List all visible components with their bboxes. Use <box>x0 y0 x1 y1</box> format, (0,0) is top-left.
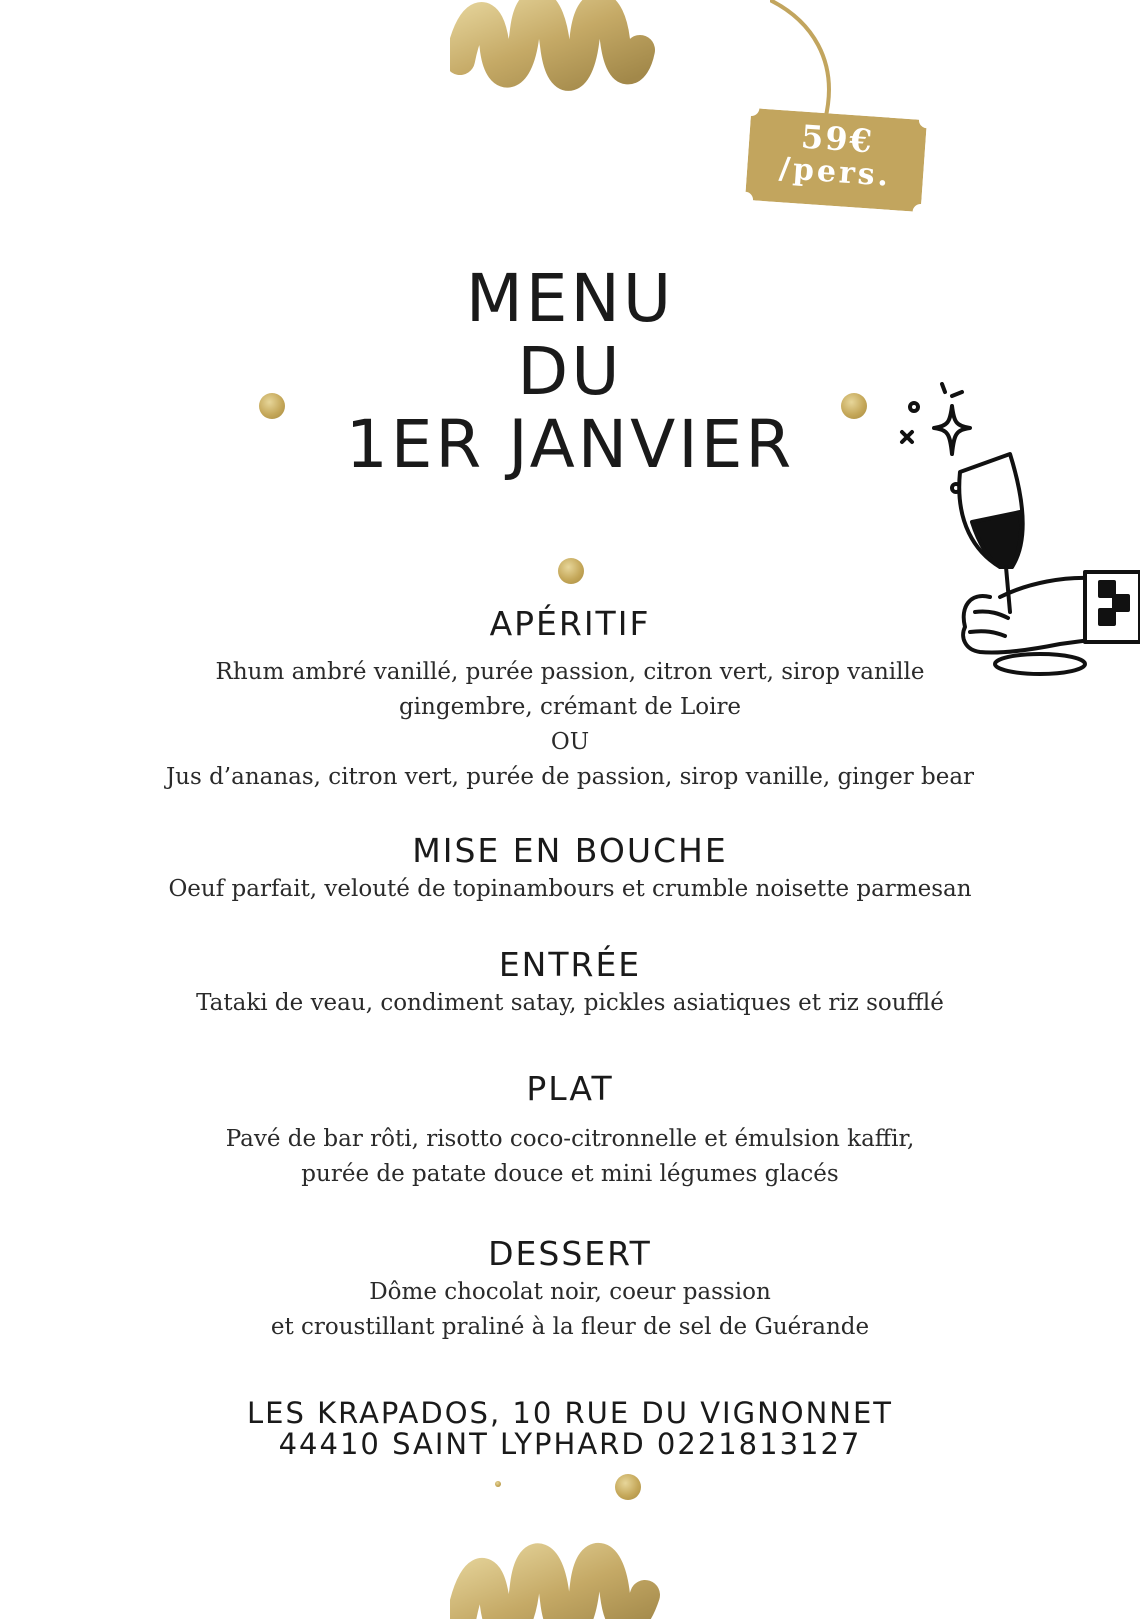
aperitif-line-2: gingembre, crémant de Loire <box>398 694 742 720</box>
section-entree <box>0 944 1140 1021</box>
gold-dot-footer-small <box>495 1481 501 1487</box>
plat-heading: PLAT <box>526 1069 614 1108</box>
gold-dot-footer <box>615 1474 641 1500</box>
address-line-1: LES KRAPADOS, 10 RUE DU VIGNONNET <box>246 1396 894 1430</box>
dessert-line-1: Dôme chocolat noir, coeur passion <box>369 1279 771 1305</box>
section-mise-en-bouche <box>0 830 1140 907</box>
sparkle-dot-icon <box>910 403 918 411</box>
price-unit: /pers. <box>777 151 893 194</box>
address-line-2: 44410 SAINT LYPHARD 0221813127 <box>278 1427 862 1461</box>
aperitif-heading: APÉRITIF <box>489 604 651 643</box>
plat-line-2: purée de patate douce et mini légumes glacés <box>301 1161 839 1187</box>
restaurant-address <box>0 1398 1140 1460</box>
title-line-3: 1ER JANVIER <box>345 406 795 483</box>
dessert-heading: DESSERT <box>488 1234 652 1273</box>
gold-scribble-bottom <box>450 1525 670 1619</box>
section-dessert <box>0 1233 1140 1345</box>
price-amount: 59€ <box>799 117 876 161</box>
price-tag <box>745 108 927 212</box>
mise-en-bouche-heading: MISE EN BOUCHE <box>412 831 728 870</box>
mise-en-bouche-line-1: Oeuf parfait, velouté de topinambours et crumble noisette parmesan <box>168 876 972 902</box>
aperitif-line-4: Jus d’ananas, citron vert, purée de passion, sirop vanille, ginger bear <box>165 764 975 790</box>
plat-line-1: Pavé de bar rôti, risotto coco-citronnelle et émulsion kaffir, <box>225 1126 915 1152</box>
dessert-line-2: et croustillant praliné à la fleur de sel de Guérande <box>270 1314 870 1340</box>
title-line-2: DU <box>517 333 623 410</box>
entree-line-1: Tataki de veau, condiment satay, pickles asiatiques et riz soufflé <box>196 990 944 1016</box>
gold-dot-center <box>558 558 584 584</box>
title-line-1: MENU <box>465 260 675 337</box>
aperitif-line-3: OU <box>550 729 590 755</box>
section-aperitif <box>0 603 1140 795</box>
aperitif-line-1: Rhum ambré vanillé, purée passion, citron vert, sirop vanille <box>215 659 925 685</box>
gold-scribble-top <box>450 0 670 100</box>
section-plat <box>0 1068 1140 1192</box>
sparkle-icon <box>934 406 970 454</box>
entree-heading: ENTRÉE <box>498 945 642 984</box>
